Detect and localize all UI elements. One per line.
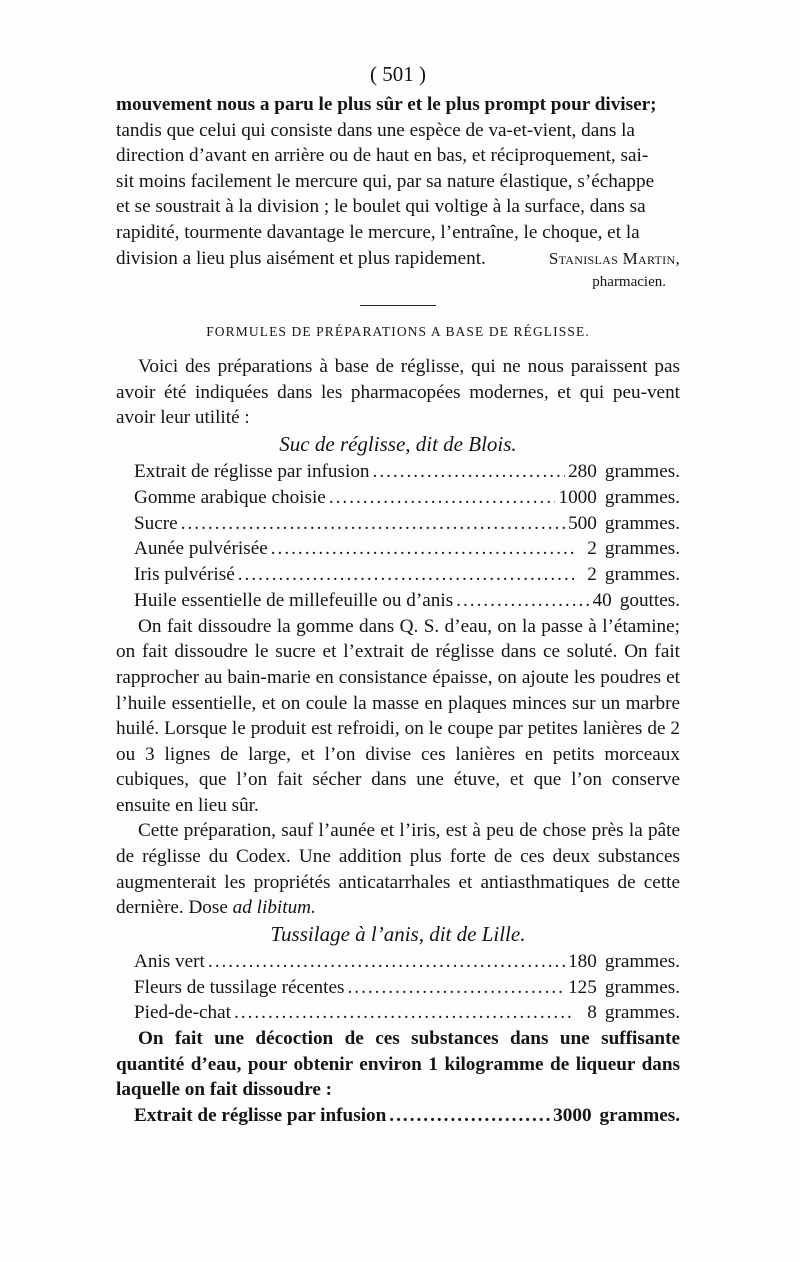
recipe-method-blois: On fait dissoudre la gomme dans Q. S. d’eau, on la passe à l’étamine; on fait dissoudre le sucre et l’extrait de réglisse dans ce soluté. On fait rapprocher au bain-marie en consistance épaisse, on ajoute les poudres et l’huile essentielle, et on coule la masse en plaques minces sur un marbre huilé. Lorsque le produit est refroidi, on le coupe par petites lanières de 2 ou 3 lignes de large, et l’on divise ces lanières en petits morceaux cubiques, que l’on fait sécher dans une étuve, et que l’on conserve ensuite en lieu sûr. xyxy=(116,615,680,816)
ingredient-unit: grammes. xyxy=(604,1002,680,1024)
ingredient-unit: grammes. xyxy=(604,950,680,972)
dot-leader xyxy=(389,1103,550,1129)
ingredient-name: Sucre xyxy=(134,512,178,534)
ingredient-row xyxy=(134,485,680,511)
ingredient-row xyxy=(134,536,680,562)
ingredient-name: Aunée pulvérisée xyxy=(134,538,268,560)
section-divider xyxy=(360,305,436,306)
final-ingredient-list xyxy=(134,1103,680,1129)
paragraph-line: direction d’avant en arrière ou de haut en bas, et réciproquement, sai- xyxy=(116,145,649,167)
dot-leader xyxy=(181,511,565,537)
ingredient-row xyxy=(134,562,680,588)
dot-leader xyxy=(234,1000,573,1026)
ingredient-name: Extrait de réglisse par infusion xyxy=(134,1105,387,1127)
dot-leader xyxy=(238,562,574,588)
ingredient-quantity: 2 xyxy=(587,564,597,586)
author-signature: Stanislas Martin, xyxy=(548,248,680,268)
ingredient-unit: grammes. xyxy=(604,486,680,508)
ingredient-row xyxy=(134,949,680,975)
ingredient-unit: grammes. xyxy=(599,1105,680,1127)
recipe-note-blois xyxy=(116,818,680,920)
ingredient-name: Anis vert xyxy=(134,950,205,972)
ingredient-row xyxy=(134,511,680,537)
paragraph-line: sit moins facilement le mercure qui, par sa nature élastique, s’échappe xyxy=(116,170,655,192)
page-number: ( 501 ) xyxy=(370,62,426,86)
page-content xyxy=(116,58,680,1129)
continued-paragraph xyxy=(116,92,680,293)
dot-leader xyxy=(329,485,556,511)
ingredient-name: Pied-de-chat xyxy=(134,1002,231,1024)
dot-leader xyxy=(456,588,589,614)
ingredient-quantity: 1000 xyxy=(558,486,597,508)
ingredient-quantity: 280 xyxy=(568,460,597,482)
ingredient-unit: grammes. xyxy=(604,564,680,586)
ingredient-row xyxy=(134,588,680,614)
ingredient-unit: gouttes. xyxy=(619,589,680,611)
paragraph-line: mouvement nous a paru le plus sûr et le plus prompt pour diviser; xyxy=(116,94,657,115)
dot-leader xyxy=(208,949,565,975)
dot-leader xyxy=(271,536,576,562)
dot-leader xyxy=(373,459,566,485)
ingredient-quantity: 2 xyxy=(587,538,597,560)
dose-italic: ad libitum. xyxy=(232,897,316,919)
paragraph-last-line xyxy=(116,246,680,272)
ingredient-name: Fleurs de tussilage récentes xyxy=(134,976,345,998)
recipe-method-lille: On fait une décoction de ces substances dans une suffisante quantité d’eau, pour obtenir environ 1 kilogramme de liqueur dans laquelle on fait dissoudre : xyxy=(116,1028,680,1101)
ingredient-unit: grammes. xyxy=(604,538,680,560)
paragraph-line: division a lieu plus aisément et plus rapidement. xyxy=(116,247,486,269)
author-role: pharmacien. xyxy=(592,274,666,291)
ingredient-row xyxy=(134,975,680,1001)
paragraph-line: tandis que celui qui consiste dans une espèce de va-et-vient, dans la xyxy=(116,119,635,141)
ingredient-quantity: 40 xyxy=(592,589,612,611)
ingredient-list-blois xyxy=(134,459,680,614)
ingredient-name: Huile essentielle de millefeuille ou d’anis xyxy=(134,589,454,611)
ingredient-quantity: 125 xyxy=(568,976,597,998)
recipe-title-blois: Suc de réglisse, dit de Blois. xyxy=(279,431,517,456)
ingredient-row xyxy=(134,1103,680,1129)
recipe-title-lille: Tussilage à l’anis, dit de Lille. xyxy=(270,921,526,946)
ingredient-unit: grammes. xyxy=(604,512,680,534)
ingredient-name: Extrait de réglisse par infusion xyxy=(134,460,370,482)
ingredient-row xyxy=(134,459,680,485)
ingredient-unit: grammes. xyxy=(604,460,680,482)
ingredient-name: Iris pulvérisé xyxy=(134,564,235,586)
section-heading: FORMULES DE PRÉPARATIONS A BASE DE RÉGLISSE. xyxy=(206,324,590,340)
ingredient-list-lille xyxy=(134,949,680,1026)
dot-leader xyxy=(347,975,565,1001)
ingredient-quantity: 180 xyxy=(568,950,597,972)
ingredient-quantity: 8 xyxy=(587,1002,597,1024)
paragraph-line: rapidité, tourmente davantage le mercure, l’entraîne, le choque, et la xyxy=(116,221,640,243)
note-text: Cette préparation, sauf l’aunée et l’iris, est à peu de chose près la pâte de réglisse du Codex. Une addition plus forte de ces deux substances augmenterait les propriétés anticatarrhales et antiasthmatiques de cette dernière. Dose xyxy=(116,820,680,919)
ingredient-unit: grammes. xyxy=(604,976,680,998)
ingredient-name: Gomme arabique choisie xyxy=(134,486,326,508)
ingredient-quantity: 3000 xyxy=(553,1105,592,1127)
ingredient-quantity: 500 xyxy=(568,512,597,534)
ingredient-row xyxy=(134,1000,680,1026)
section-intro: Voici des préparations à base de réglisse, qui ne nous paraissent pas avoir été indiquées dans les pharmacopées modernes, et qui peu-vent avoir leur utilité : xyxy=(116,356,680,429)
paragraph-line: et se soustrait à la division ; le boulet qui voltige à la surface, dans sa xyxy=(116,196,646,218)
